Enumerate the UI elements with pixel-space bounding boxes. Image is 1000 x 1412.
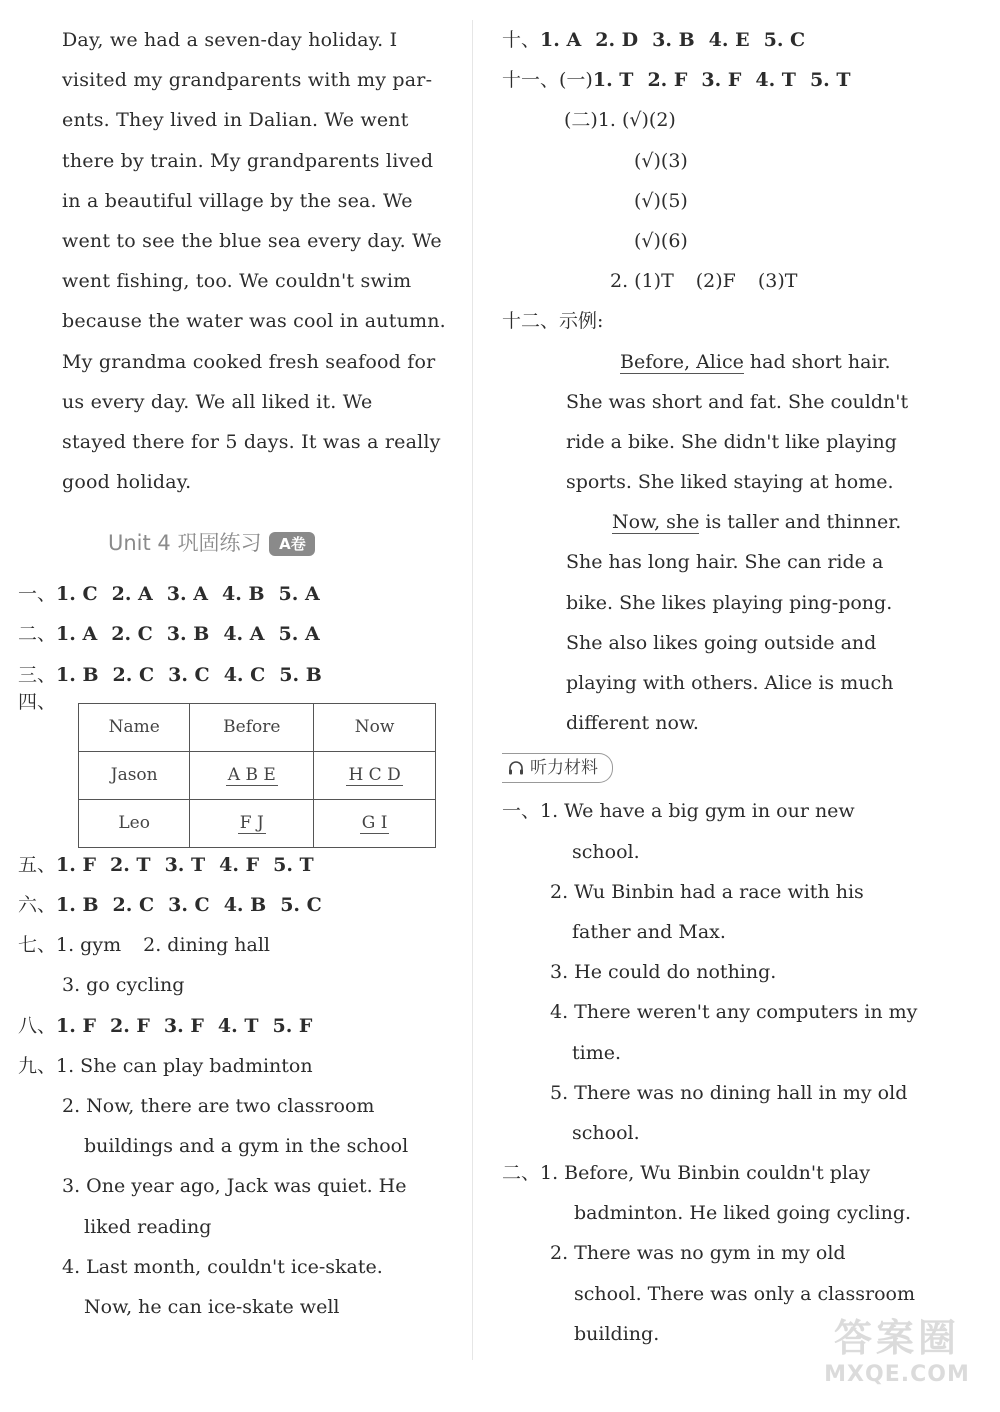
- watermark-bottom: MXQE.COM: [824, 1362, 970, 1387]
- table-header: Before: [190, 703, 314, 751]
- sample-line: ride a bike. She didn't like playing: [566, 430, 897, 453]
- answer-item: 5. C: [763, 29, 806, 51]
- answer-item: 1. C: [56, 583, 98, 606]
- answer-item: 2. C: [111, 623, 153, 646]
- question-label: 十二、示例:: [502, 310, 604, 333]
- part-label: (一): [559, 69, 593, 92]
- question-label: 七、: [18, 934, 57, 957]
- question-label: 四、: [18, 690, 57, 713]
- essay-line: ents. They lived in Dalian. We went: [62, 109, 409, 132]
- answer-row-8: [18, 1006, 447, 1046]
- answer-item: (√)(5): [634, 189, 688, 212]
- answer-row-9: [18, 1046, 447, 1086]
- right-column: [502, 20, 930, 1354]
- table-cell: Leo: [79, 799, 190, 847]
- watermark-top: 答案圈: [833, 1316, 960, 1360]
- underlined-lead: Now, she: [612, 511, 700, 534]
- answer-row-1: [18, 574, 447, 614]
- answer-item: (3)T: [757, 270, 798, 293]
- answer-item: 2. D: [595, 29, 639, 51]
- answer-sentence: 3. One year ago, Jack was quiet. He: [62, 1175, 407, 1198]
- listen-sentence: school.: [572, 1121, 640, 1144]
- unit-title-text: Unit 4 巩固练习: [108, 531, 262, 556]
- answer-item: 2. F: [109, 1014, 150, 1037]
- sample-text: had short hair.: [743, 350, 891, 373]
- listen-sentence: 4. There weren't any computers in my: [550, 1001, 918, 1024]
- answer-item: 4. B: [222, 583, 265, 606]
- answer-item: 3. F: [163, 1014, 204, 1037]
- listen-sentence: school.: [572, 840, 640, 863]
- answer-item: 1. F: [56, 1014, 96, 1037]
- essay-line: because the water was cool in autumn.: [62, 310, 446, 333]
- table-cell-value: G I: [361, 813, 388, 834]
- answer-item: 3. C: [168, 663, 210, 686]
- sample-line: sports. She liked staying at home.: [566, 471, 894, 494]
- answer-item: 4. E: [708, 29, 750, 51]
- question-label: 六、: [18, 894, 57, 916]
- question-label: 二、: [18, 623, 57, 646]
- headphone-icon: [508, 761, 524, 775]
- essay-line: Day, we had a seven-day holiday. I: [62, 29, 398, 51]
- answer-item: 5. A: [278, 583, 320, 606]
- answer-block-left: [18, 574, 447, 1327]
- answer-row-7-cont: 3. go cycling: [62, 974, 185, 997]
- answer-sentence: 2. Now, there are two classroom: [62, 1094, 375, 1117]
- answer-item: 3. A: [166, 583, 208, 606]
- table-cell: [314, 751, 436, 799]
- question-label: 十、: [502, 29, 541, 51]
- answer-item: 3. B: [166, 623, 210, 646]
- unit-title: [108, 526, 447, 560]
- listen-sentence: school. There was only a classroom: [574, 1282, 915, 1305]
- sample-line: [502, 342, 930, 382]
- table-cell-value: A B E: [227, 765, 276, 786]
- answer-item: 2. C: [112, 663, 155, 686]
- table-cell: [314, 799, 436, 847]
- table-cell-value: F J: [239, 813, 264, 834]
- listen-sentence: building.: [574, 1322, 660, 1345]
- listen-sentence: 5. There was no dining hall in my old: [550, 1081, 908, 1104]
- sample-line: She also likes going outside and: [566, 631, 877, 654]
- listening-tag: [502, 753, 613, 783]
- answer-row-11-part2-2: [502, 261, 930, 301]
- answer-item: 5. T: [809, 69, 851, 92]
- answer-item: 4. T: [217, 1014, 259, 1037]
- answer-item: 3. C: [168, 894, 210, 916]
- answer-row-7: [18, 925, 447, 965]
- answer-item: 4. A: [223, 623, 265, 646]
- question-label: 一、: [502, 800, 541, 823]
- answer-item: (2)F: [695, 270, 736, 293]
- answer-item: 1. B: [56, 894, 99, 916]
- essay-line: visited my grandparents with my par-: [62, 69, 433, 92]
- table-row: [79, 751, 436, 799]
- essay-line: went fishing, too. We couldn't swim: [62, 270, 412, 293]
- column-divider: [472, 20, 473, 1360]
- answer-sentence: 4. Last month, couldn't ice-skate.: [62, 1255, 383, 1278]
- question-label: 十一、: [502, 69, 560, 92]
- answer-sentence: Now, he can ice-skate well: [84, 1295, 340, 1318]
- answer-row-11-part2: [502, 100, 930, 140]
- answer-item: 4. T: [755, 69, 796, 92]
- answer-row-10: [502, 20, 930, 60]
- question-label: 五、: [18, 853, 57, 876]
- question-label: 九、: [18, 1054, 57, 1077]
- question-label: 二、: [502, 1162, 541, 1185]
- answer-item: 1. (√)(2): [597, 109, 676, 132]
- answer-table: [78, 703, 436, 848]
- essay-paragraph: [62, 20, 447, 502]
- answer-row-11: [502, 60, 930, 100]
- answer-item: 2. dining hall: [143, 934, 270, 957]
- listen-sentence: 3. He could do nothing.: [550, 961, 777, 984]
- table-header: Now: [314, 703, 436, 751]
- question-label: 三、: [18, 663, 57, 686]
- question-label: 八、: [18, 1014, 57, 1037]
- answer-item: 5. F: [272, 1014, 313, 1037]
- answer-item: 5. C: [280, 894, 322, 916]
- answer-item: 1. B: [56, 663, 99, 686]
- answer-item: 5. T: [273, 853, 314, 876]
- answer-item: 3. B: [652, 29, 695, 51]
- part-label: (二): [564, 109, 598, 132]
- answer-sentence: liked reading: [84, 1215, 212, 1238]
- sample-text: is taller and thinner.: [699, 511, 902, 534]
- sample-line: different now.: [566, 712, 699, 735]
- table-cell: [190, 751, 314, 799]
- answer-item: 5. B: [279, 663, 322, 686]
- question-label: 一、: [18, 583, 57, 606]
- answer-item: 3. F: [701, 69, 742, 92]
- essay-line: stayed there for 5 days. It was a really: [62, 430, 441, 453]
- table-cell: Jason: [79, 751, 190, 799]
- answer-item: 2. F: [647, 69, 688, 92]
- sample-line: She was short and fat. She couldn't: [566, 390, 909, 413]
- answer-item: 5. A: [278, 623, 320, 646]
- answer-row-4: [18, 690, 447, 845]
- answer-row-2: [18, 614, 447, 654]
- table-cell-value: H C D: [348, 765, 401, 786]
- answer-sentence: 1. She can play badminton: [56, 1054, 313, 1077]
- answer-item: 1. A: [56, 623, 98, 646]
- answer-item: (√)(3): [634, 149, 688, 172]
- answer-item: 2. (1)T: [610, 270, 674, 293]
- listen-sentence: time.: [572, 1041, 622, 1064]
- answer-row-5: [18, 845, 447, 885]
- sample-line: bike. She likes playing ping-pong.: [566, 591, 893, 614]
- answer-item: 1. F: [56, 853, 96, 876]
- essay-line: us every day. We all liked it. We: [62, 390, 373, 413]
- listen-row-2: [502, 1153, 930, 1193]
- answer-item: (√)(6): [634, 229, 688, 252]
- essay-line: there by train. My grandparents lived: [62, 149, 434, 172]
- essay-line: good holiday.: [62, 471, 192, 494]
- essay-line: My grandma cooked fresh seafood for: [62, 350, 436, 373]
- answer-item: 2. C: [112, 894, 155, 916]
- watermark: [802, 1316, 992, 1408]
- listen-sentence: 1. We have a big gym in our new: [540, 800, 855, 823]
- answer-item: 3. T: [164, 853, 206, 876]
- answer-row-6: [18, 885, 447, 925]
- table-cell: [190, 799, 314, 847]
- listen-sentence: 2. Wu Binbin had a race with his: [550, 880, 864, 903]
- answer-item: 1. gym: [56, 934, 122, 957]
- table-row: [79, 799, 436, 847]
- answer-item: 2. A: [111, 583, 153, 606]
- listen-row-1: [502, 791, 930, 831]
- answer-item: 1. T: [592, 69, 634, 92]
- answer-item: 2. T: [109, 853, 151, 876]
- listen-sentence: badminton. He liked going cycling.: [574, 1202, 912, 1225]
- unit-badge: A卷: [269, 532, 315, 556]
- listen-sentence: father and Max.: [572, 920, 726, 943]
- essay-line: went to see the blue sea every day. We: [62, 229, 442, 252]
- listen-sentence: 2. There was no gym in my old: [550, 1242, 846, 1265]
- sample-line: playing with others. Alice is much: [566, 672, 894, 694]
- answer-item: 4. B: [223, 894, 267, 916]
- table-header-row: [79, 703, 436, 751]
- sample-line: [502, 502, 930, 542]
- answer-item: 1. A: [540, 29, 582, 51]
- left-column: [18, 20, 447, 1327]
- underlined-lead: Before, Alice: [620, 350, 744, 373]
- sample-line: She has long hair. She can ride a: [566, 551, 884, 574]
- table-header: Name: [79, 703, 190, 751]
- listen-sentence: 1. Before, Wu Binbin couldn't play: [540, 1162, 871, 1185]
- answer-sentence: buildings and a gym in the school: [84, 1135, 409, 1158]
- listening-tag-label: 听力材料: [530, 758, 598, 779]
- essay-line: in a beautiful village by the sea. We: [62, 189, 413, 212]
- answer-item: 4. F: [219, 853, 260, 876]
- answer-row-3: [18, 655, 447, 695]
- answer-item: 4. C: [223, 663, 266, 686]
